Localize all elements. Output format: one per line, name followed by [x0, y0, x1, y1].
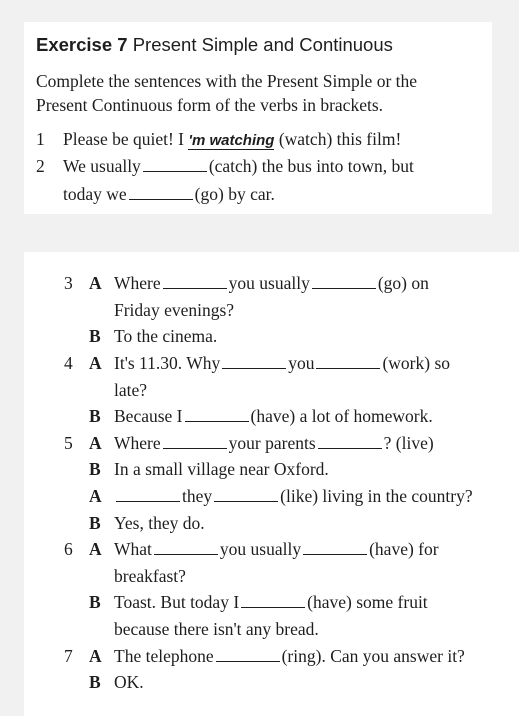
- item5-reply: In a small village near Oxford.: [114, 459, 329, 479]
- item3-text: Where: [114, 273, 161, 293]
- speaker-label: B: [89, 513, 101, 533]
- item6-text: Toast. But today I: [114, 592, 240, 612]
- answer-blank[interactable]: [318, 448, 382, 449]
- speaker-label: B: [89, 672, 101, 692]
- speaker-label: B: [89, 406, 101, 426]
- speaker-label: A: [89, 539, 102, 559]
- item6-text: (have) some fruit: [307, 592, 428, 612]
- item6-text: What: [114, 539, 152, 559]
- answer-blank[interactable]: [214, 501, 278, 502]
- item-number: 2: [36, 156, 45, 176]
- item5-line-1: [114, 432, 434, 454]
- item4-text: Because I: [114, 406, 183, 426]
- item2-text: (catch) the bus into town, but: [208, 156, 414, 176]
- item4-text: (have) a lot of homework.: [250, 406, 433, 426]
- item4-line-1: [114, 352, 450, 374]
- answer-blank[interactable]: [216, 661, 280, 662]
- exercise-label: Exercise 7: [36, 34, 128, 55]
- item5-text: (like) living in the country?: [280, 486, 473, 506]
- answer-blank[interactable]: [222, 368, 286, 369]
- item4-text: (work) so: [382, 353, 451, 373]
- item3-line-1: [114, 272, 429, 294]
- answer-blank[interactable]: [154, 554, 218, 555]
- item2-text: today we: [63, 184, 127, 204]
- item-number: 7: [64, 646, 73, 666]
- item5-reply-2: Yes, they do.: [114, 513, 205, 533]
- item6-line-1: [114, 538, 439, 560]
- item6-text: (have) for: [369, 539, 439, 559]
- item-number: 6: [64, 539, 73, 559]
- answer-blank[interactable]: [143, 171, 207, 172]
- example-answer: 'm watching: [188, 132, 275, 149]
- speaker-label: A: [89, 353, 102, 373]
- answer-blank[interactable]: [316, 368, 380, 369]
- item-number: 1: [36, 129, 45, 149]
- speaker-label: A: [89, 433, 102, 453]
- example-text-before: Please be quiet! I: [63, 129, 184, 149]
- item4-text: It's 11.30. Why: [114, 353, 221, 373]
- answer-blank[interactable]: [303, 554, 367, 555]
- example-text-after: (watch) this film!: [278, 129, 402, 149]
- item6-line-2: breakfast?: [114, 566, 186, 586]
- item-number: 5: [64, 433, 73, 453]
- item4-line-2: late?: [114, 380, 148, 400]
- item2-line-2: [63, 183, 275, 205]
- item4-text: you: [288, 353, 315, 373]
- item7-reply: OK.: [114, 672, 144, 692]
- item4-reply: [114, 405, 433, 427]
- speaker-label: B: [89, 459, 101, 479]
- answer-blank[interactable]: [241, 607, 305, 608]
- item5-text: your parents: [228, 433, 316, 453]
- exercise-heading: [36, 33, 393, 57]
- item2-text: (go) by car.: [194, 184, 275, 204]
- answer-blank[interactable]: [185, 421, 249, 422]
- answer-blank[interactable]: [116, 501, 180, 502]
- exercise-title: Present Simple and Continuous: [132, 34, 393, 55]
- answer-blank[interactable]: [163, 448, 227, 449]
- item3-line-2: Friday evenings?: [114, 300, 235, 320]
- item-number: 3: [64, 273, 73, 293]
- item5-text: they: [182, 486, 213, 506]
- answer-blank[interactable]: [129, 199, 193, 200]
- item6-text: you usually: [219, 539, 302, 559]
- speaker-label: B: [89, 326, 101, 346]
- item3-text: (go) on: [377, 273, 429, 293]
- item5-text: Where: [114, 433, 161, 453]
- speaker-label: A: [89, 646, 102, 666]
- speaker-label: B: [89, 592, 101, 612]
- item2-line-1: [63, 155, 414, 177]
- item-number: 4: [64, 353, 73, 373]
- item5-question-2: [114, 485, 473, 507]
- item3-text: you usually: [228, 273, 310, 293]
- item2-text: We usually: [63, 156, 141, 176]
- speaker-label: A: [89, 486, 102, 506]
- instructions-line-2: Present Continuous form of the verbs in brackets.: [36, 95, 384, 115]
- item6-reply: [114, 591, 428, 613]
- speaker-label: A: [89, 273, 102, 293]
- answer-blank[interactable]: [312, 288, 376, 289]
- answer-blank[interactable]: [163, 288, 227, 289]
- item5-text: ? (live): [383, 433, 434, 453]
- item7-line-1: [114, 645, 465, 667]
- item3-reply: To the cinema.: [114, 326, 218, 346]
- example-sentence: [63, 128, 401, 152]
- item7-text: The telephone: [114, 646, 214, 666]
- item7-text: (ring). Can you answer it?: [281, 646, 465, 666]
- instructions-line-1: Complete the sentences with the Present Simple or the: [36, 71, 418, 91]
- item6-reply-2: because there isn't any bread.: [114, 619, 319, 639]
